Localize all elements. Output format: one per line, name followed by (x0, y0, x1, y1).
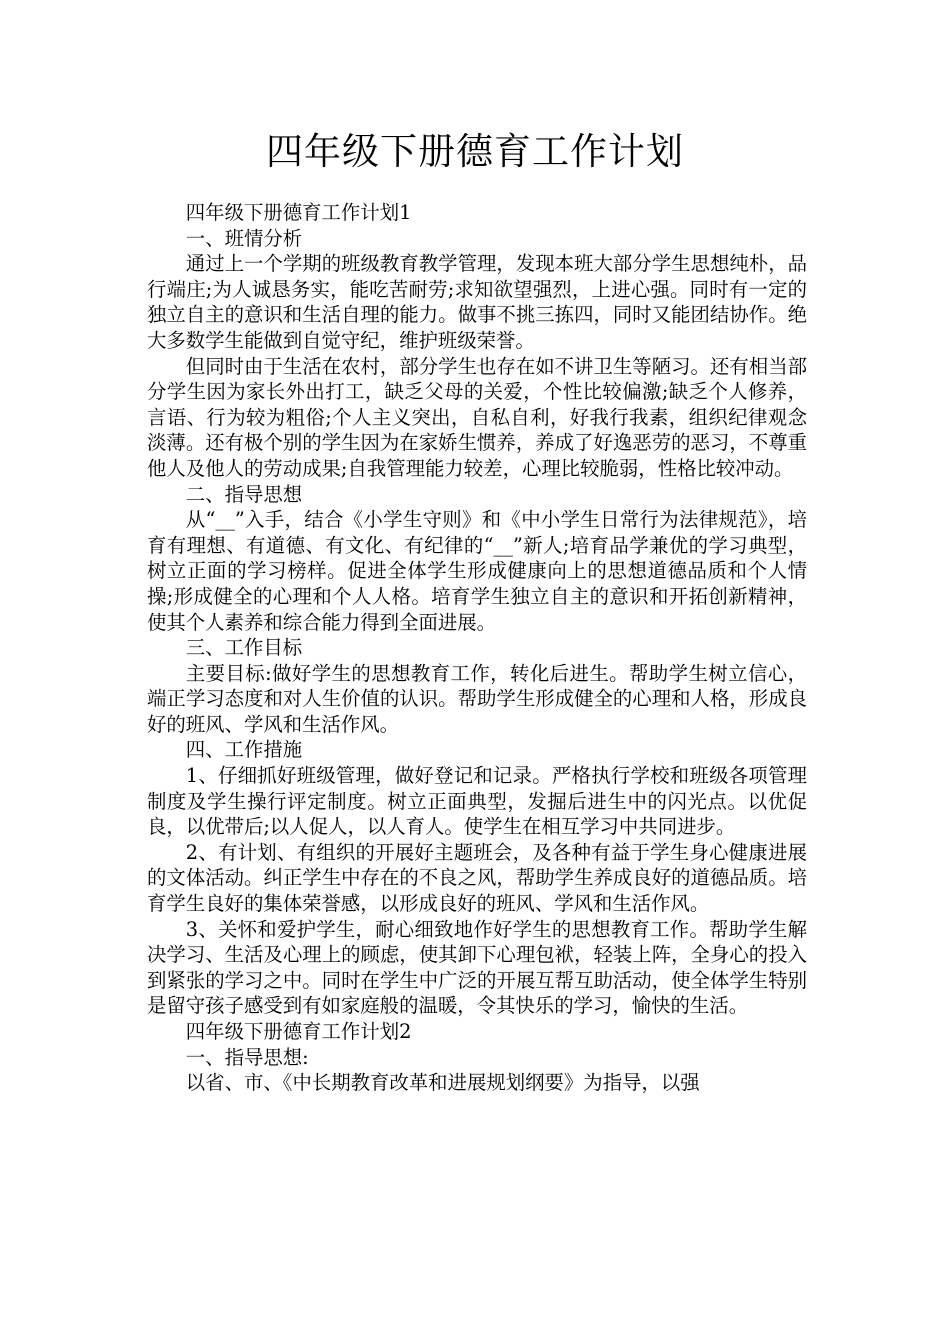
document-body (147, 200, 807, 1096)
paragraph-measure-1: 1、仔细抓好班级管理，做好登记和记录。严格执行学校和班级各项管理制度及学生操行评定制度。树立正面典型，发掘后进生中的闪光点。以优促良，以优带后;以人促人，以人育人。使学生在相互学习中共同进步。 (147, 764, 807, 839)
paragraph-class-analysis-1: 通过上一个学期的班级教育教学管理，发现本班大部分学生思想纯朴，品行端庄;为人诚恳务实，能吃苦耐劳;求知欲望强烈，上进心强。同时有一定的独立自主的意识和生活自理的能力。做事不挑三拣四，同时又能团结协作。绝大多数学生能做到自觉守纪，维护班级荣誉。 (147, 252, 807, 352)
section-heading-guiding-ideology: 二、指导思想 (185, 482, 303, 506)
section-heading-plan-1: 四年级下册德育工作计划1 (185, 201, 412, 224)
section-heading-plan-2: 四年级下册德育工作计划2 (185, 1020, 412, 1043)
paragraph-work-goals: 主要目标:做好学生的思想教育工作，转化后进生。帮助学生树立信心，端正学习态度和对人生价值的认识。帮助学生形成健全的心理和人格，形成良好的班风、学风和生活作风。 (147, 661, 807, 736)
paragraph-class-analysis-2: 但同时由于生活在农村，部分学生也存在如不讲卫生等陋习。还有相当部分学生因为家长外出打工，缺乏父母的关爱，个性比较偏激;缺乏个人修养，言语、行为较为粗俗;个人主义突出，自私自利，好我行我素，组织纪律观念淡薄。还有极个别的学生因为在家娇生惯养，养成了好逸恶劳的恶习，不尊重他人及他人的劳动成果;自我管理能力较差，心理比较脆弱，性格比较冲动。 (147, 354, 807, 480)
section-heading-class-analysis: 一、班情分析 (185, 226, 303, 250)
document-title: 四年级下册德育工作计划 (266, 130, 684, 173)
paragraph-measure-2: 2、有计划、有组织的开展好主题班会，及各种有益于学生身心健康进展的文体活动。纠正学生中存在的不良之风，帮助学生养成良好的道德品质。培育学生良好的集体荣誉感，以形成良好的班风、学风和生活作风。 (147, 840, 807, 916)
paragraph-guiding-ideology: 从“__”入手，结合《小学生守则》和《中小学生日常行为法律规范》，培育有理想、有道德、有文化、有纪律的“__”新人;培育品学兼优的学习典型，树立正面的学习榜样。促进全体学生形成健康向上的思想道德品质和个人情操;形成健全的心理和个人人格。培育学生独立自主的意识和开拓创新精神，使其个人素养和综合能力得到全面进展。 (147, 508, 807, 634)
paragraph-measure-3: 3、关怀和爱护学生，耐心细致地作好学生的思想教育工作。帮助学生解决学习、生活及心理上的顾虑，使其卸下心理包袱，轻装上阵，全身心的投入到紧张的学习之中。同时在学生中广泛的开展互帮互助活动，使全体学生特别是留守孩子感受到有如家庭般的温暖，令其快乐的学习，愉快的生活。 (147, 917, 807, 1018)
section-heading-work-goals: 三、工作目标 (185, 636, 303, 660)
section-heading-work-measures: 四、工作措施 (185, 738, 303, 762)
paragraph-guiding-ideology-2: 以省、市、《中长期教育改革和进展规划纲要》为指导，以强 (185, 1071, 700, 1095)
section-heading-guiding-ideology-2: 一、指导思想: (185, 1045, 309, 1069)
